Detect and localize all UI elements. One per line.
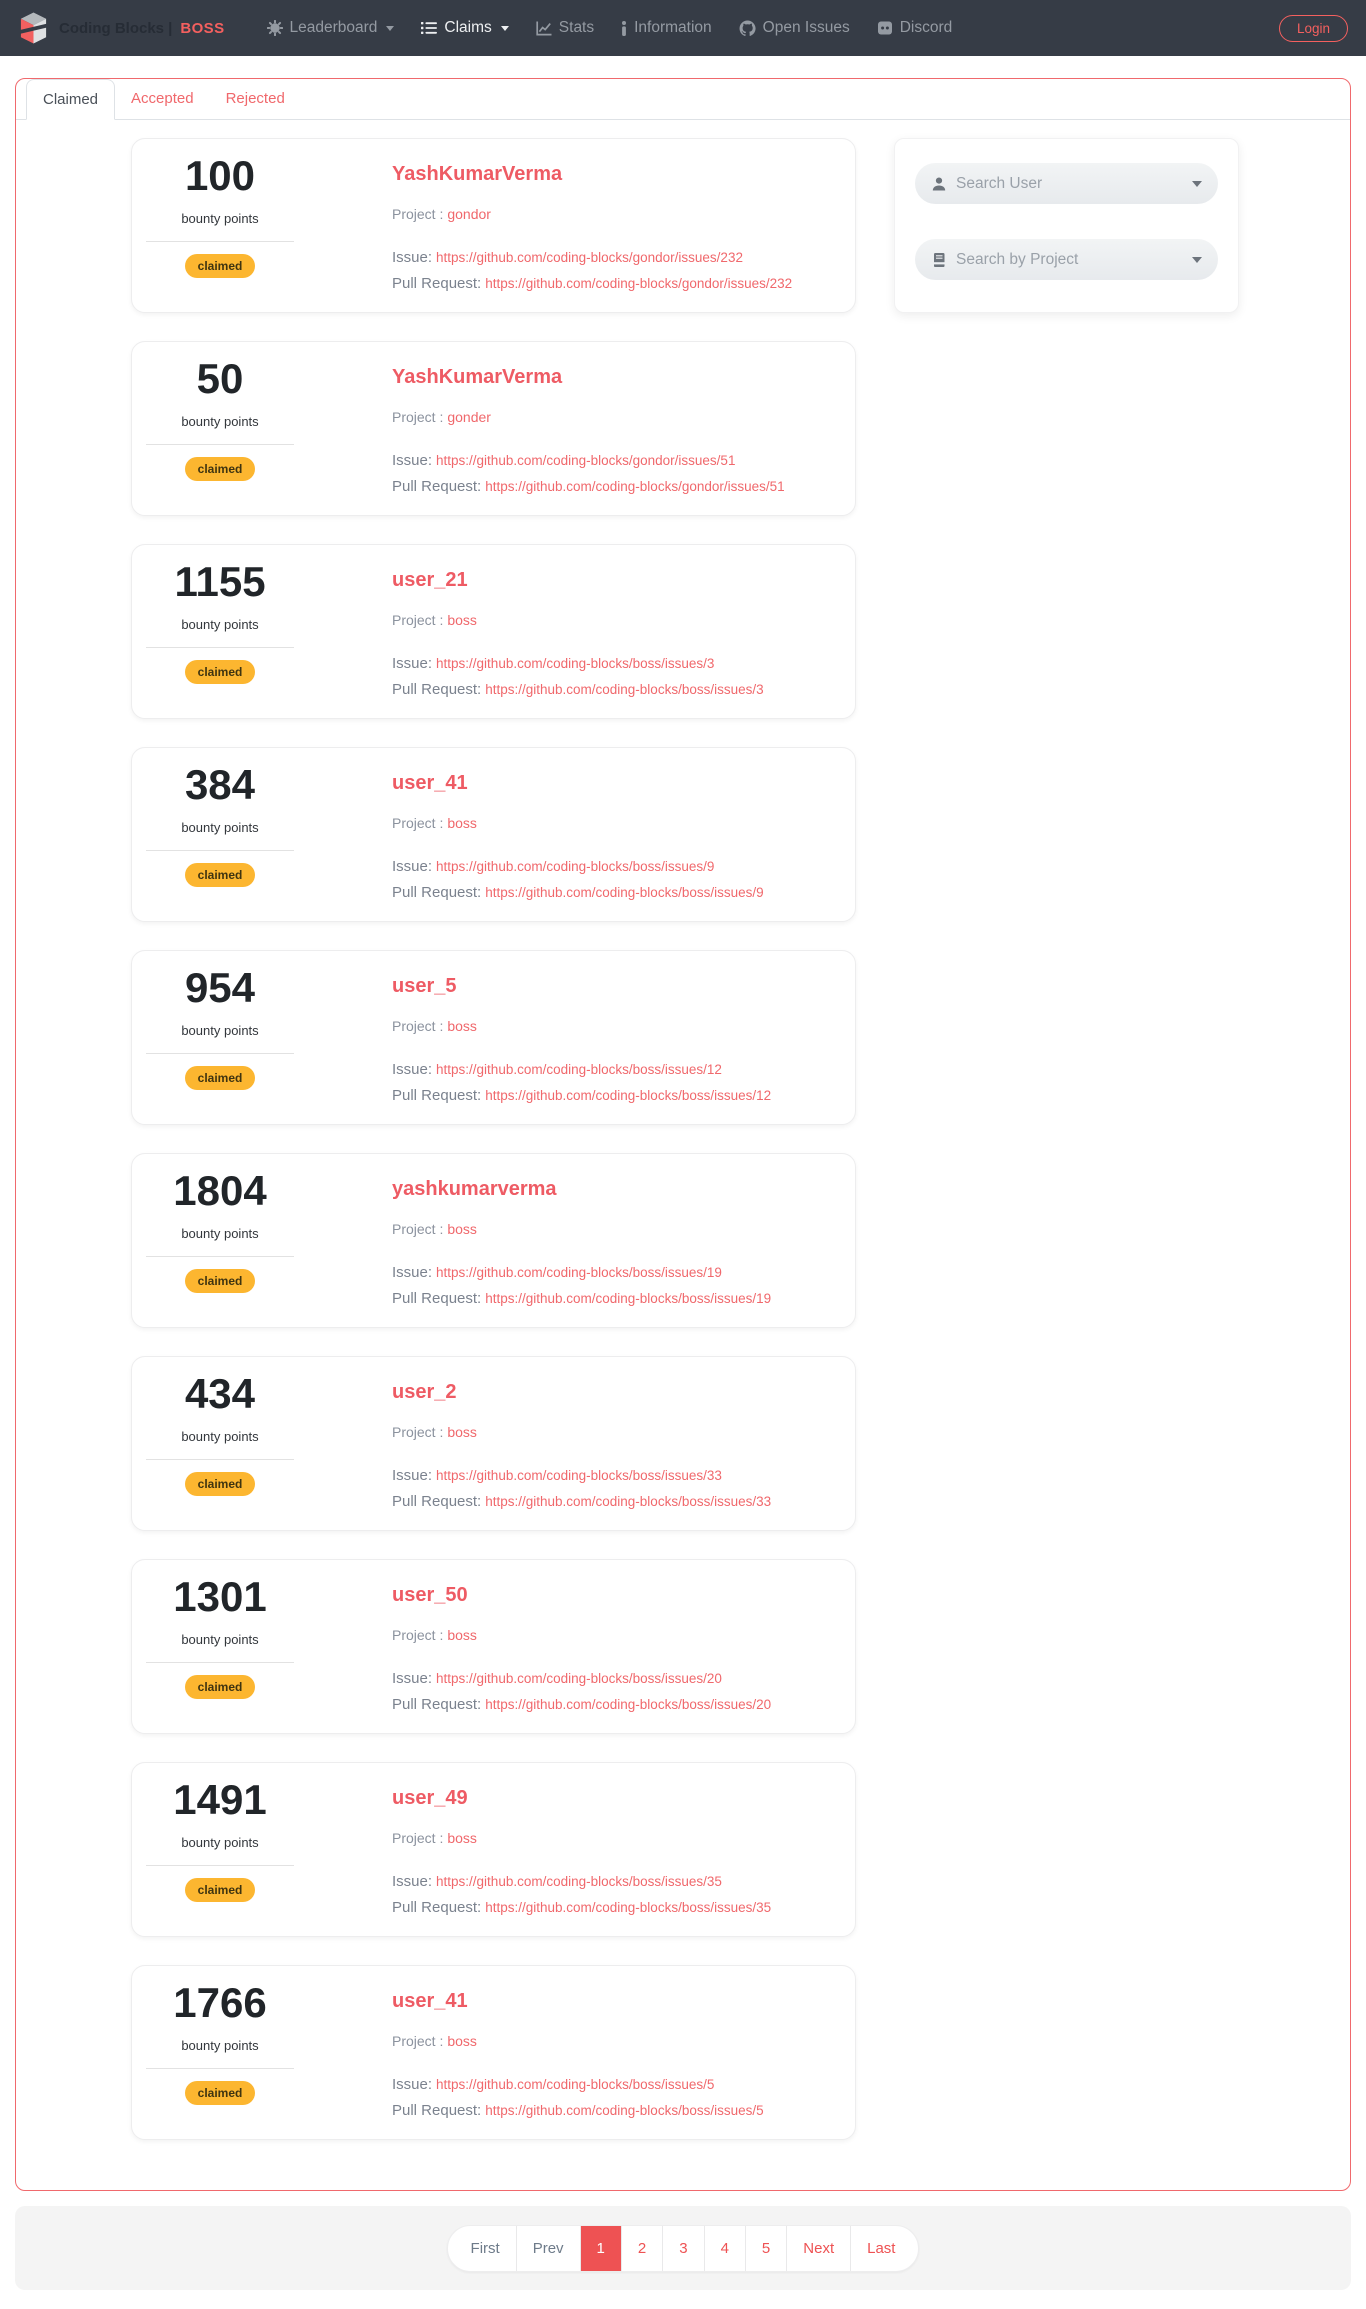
brand-name: BOSS [180, 19, 225, 37]
card-divider [146, 1053, 294, 1054]
issue-link[interactable]: https://github.com/coding-blocks/boss/issues/35 [436, 1874, 722, 1889]
claim-card [131, 1762, 856, 1937]
project-name: boss [447, 815, 477, 831]
card-divider [146, 850, 294, 851]
claim-card-details [392, 1763, 771, 1936]
project-name: gondor [447, 206, 491, 222]
claim-card-details [392, 1560, 771, 1733]
bounty-points-label: bounty points [181, 820, 259, 835]
issue-line [392, 1873, 771, 1890]
claim-username[interactable]: user_5 [392, 975, 457, 997]
project-line [392, 409, 785, 425]
sunburst-icon [267, 20, 283, 36]
issue-label: Issue: [392, 452, 433, 469]
pull-request-link[interactable]: https://github.com/coding-blocks/boss/issues/9 [485, 885, 764, 900]
issue-label: Issue: [392, 1061, 433, 1078]
project-label: Project : [392, 1424, 444, 1440]
pagination-item-last[interactable]: Last [867, 2239, 896, 2257]
status-badge: claimed [185, 1269, 256, 1293]
project-label: Project : [392, 409, 444, 425]
project-label: Project : [392, 206, 444, 222]
pull-request-link[interactable]: https://github.com/coding-blocks/gondor/issues/232 [485, 276, 793, 291]
issue-label: Issue: [392, 655, 433, 672]
bounty-points-value: 1155 [174, 558, 266, 605]
project-name: boss [447, 1424, 477, 1440]
pull-request-label: Pull Request: [392, 275, 482, 292]
login-button[interactable]: Login [1279, 15, 1348, 42]
project-name: boss [447, 1018, 477, 1034]
bounty-points-value: 1804 [173, 1167, 267, 1214]
card-divider [146, 647, 294, 648]
bounty-points-value: 1301 [173, 1573, 267, 1620]
nav-item-label: Claims [444, 19, 492, 36]
claim-card [131, 341, 856, 516]
bounty-points-value: 954 [184, 964, 256, 1011]
bounty-points-value: 100 [184, 152, 256, 199]
nav-item-information[interactable] [621, 19, 712, 37]
issue-line [392, 1467, 771, 1484]
pull-request-line [392, 681, 764, 698]
status-badge: claimed [185, 1066, 256, 1090]
project-label: Project : [392, 1018, 444, 1034]
issue-link[interactable]: https://github.com/coding-blocks/boss/issues/33 [436, 1468, 722, 1483]
bounty-points-value: 50 [196, 355, 244, 402]
project-line [392, 2033, 764, 2049]
brand[interactable] [18, 11, 225, 45]
caret-down-icon [501, 26, 509, 31]
issue-link[interactable]: https://github.com/coding-blocks/boss/issues/3 [436, 656, 715, 671]
claim-card [131, 1559, 856, 1734]
bounty-points-value: 434 [184, 1370, 256, 1417]
list-icon [421, 21, 437, 35]
nav-links [267, 19, 953, 37]
claim-card-left [145, 1966, 295, 2139]
claim-card-details [392, 342, 785, 515]
project-name: boss [447, 1627, 477, 1643]
bounty-points-label: bounty points [181, 2038, 259, 2053]
claim-card-left [145, 1560, 295, 1733]
pull-request-link[interactable]: https://github.com/coding-blocks/boss/issues/33 [485, 1494, 772, 1509]
project-line [392, 815, 764, 831]
pull-request-link[interactable]: https://github.com/coding-blocks/boss/issues/35 [485, 1900, 772, 1915]
nav-item-label: Stats [558, 19, 595, 36]
pull-request-label: Pull Request: [392, 1087, 482, 1104]
issue-link[interactable]: https://github.com/coding-blocks/boss/issues/12 [436, 1062, 722, 1077]
user-icon [931, 176, 947, 192]
pull-request-link[interactable]: https://github.com/coding-blocks/boss/issues/20 [485, 1697, 772, 1712]
coding-blocks-logo-icon [18, 11, 49, 45]
issue-label: Issue: [392, 1873, 433, 1890]
claim-card-left [145, 1357, 295, 1530]
issue-line [392, 1061, 771, 1078]
issue-link[interactable]: https://github.com/coding-blocks/boss/issues/20 [436, 1671, 722, 1686]
info-icon [621, 21, 627, 36]
pull-request-line [392, 1493, 771, 1510]
claim-username[interactable]: YashKumarVerma [392, 163, 563, 185]
navbar [0, 0, 1366, 56]
pagination-item-next[interactable]: Next [787, 2226, 851, 2271]
issue-link[interactable]: https://github.com/coding-blocks/boss/issues/5 [436, 2077, 715, 2092]
pull-request-line [392, 1696, 771, 1713]
claim-username[interactable]: user_21 [392, 569, 468, 591]
claims-list [131, 138, 856, 2168]
bounty-points-label: bounty points [181, 211, 259, 226]
project-line [392, 1221, 771, 1237]
status-badge: claimed [185, 457, 256, 481]
pagination-item-first[interactable]: First [448, 2226, 517, 2271]
pull-request-link[interactable]: https://github.com/coding-blocks/boss/issues/19 [485, 1291, 772, 1306]
pull-request-line [392, 1290, 771, 1307]
bounty-points-label: bounty points [181, 1632, 259, 1647]
pagination-item-prev[interactable]: Prev [517, 2226, 581, 2271]
pagination-item-5[interactable]: 5 [746, 2226, 787, 2271]
discord-icon [877, 20, 893, 36]
pull-request-line [392, 478, 785, 495]
bounty-points-label: bounty points [181, 617, 259, 632]
bounty-points-label: bounty points [181, 414, 259, 429]
bounty-points-value: 384 [184, 761, 256, 808]
claim-card-left [145, 748, 295, 921]
brand-prefix: Coding Blocks | [59, 19, 173, 37]
project-line [392, 1830, 771, 1846]
status-badge: claimed [185, 863, 256, 887]
claim-card-details [392, 1357, 771, 1530]
claim-card-details [392, 748, 764, 921]
nav-item-label: Information [634, 19, 712, 36]
claim-card [131, 544, 856, 719]
nav-item-label: Leaderboard [289, 19, 378, 36]
claim-card-left [145, 1763, 295, 1936]
tab-rejected[interactable]: Rejected [225, 90, 285, 107]
issue-label: Issue: [392, 1264, 433, 1281]
issue-line [392, 655, 764, 672]
search-user-placeholder: Search User [956, 174, 1043, 192]
caret-down-icon [1192, 181, 1202, 187]
issue-line [392, 1670, 771, 1687]
claim-username[interactable]: yashkumarverma [392, 1178, 557, 1200]
claim-card [131, 1153, 856, 1328]
status-badge: claimed [185, 254, 256, 278]
claim-card-details [392, 951, 771, 1124]
claim-card-left [145, 1154, 295, 1327]
caret-down-icon [1192, 257, 1202, 263]
claim-card-left [145, 951, 295, 1124]
footer-strip [15, 2206, 1351, 2290]
project-line [392, 1627, 771, 1643]
status-badge: claimed [185, 2081, 256, 2105]
nav-item-discord[interactable] [877, 19, 953, 37]
status-badge: claimed [185, 1472, 256, 1496]
bounty-points-label: bounty points [181, 1429, 259, 1444]
claim-username[interactable]: user_41 [392, 772, 468, 794]
pull-request-link[interactable]: https://github.com/coding-blocks/boss/issues/3 [485, 682, 764, 697]
pull-request-label: Pull Request: [392, 1696, 482, 1713]
project-label: Project : [392, 1221, 444, 1237]
pagination-item-1[interactable]: 1 [581, 2226, 622, 2271]
project-name: gonder [447, 409, 491, 425]
issue-link[interactable]: https://github.com/coding-blocks/gondor/issues/51 [436, 453, 736, 468]
claim-card [131, 747, 856, 922]
bounty-points-value: 1491 [173, 1776, 267, 1823]
pagination [447, 2225, 920, 2272]
issue-label: Issue: [392, 249, 433, 266]
claim-card-details [392, 1966, 764, 2139]
issue-line [392, 1264, 771, 1281]
search-panel [894, 138, 1239, 313]
issue-label: Issue: [392, 1467, 433, 1484]
nav-item-stats[interactable] [536, 19, 594, 37]
card-divider [146, 1459, 294, 1460]
pull-request-line [392, 884, 764, 901]
bounty-points-label: bounty points [181, 1023, 259, 1038]
project-name: boss [447, 2033, 477, 2049]
claim-card [131, 1356, 856, 1531]
claim-username[interactable]: user_41 [392, 1990, 468, 2012]
nav-item-label: Discord [899, 19, 953, 36]
card-divider [146, 1256, 294, 1257]
project-line [392, 206, 792, 222]
status-badge: claimed [185, 1675, 256, 1699]
tab-claimed[interactable]: Claimed [26, 79, 115, 120]
issue-label: Issue: [392, 858, 433, 875]
issue-line [392, 452, 785, 469]
issue-label: Issue: [392, 2076, 433, 2093]
project-label: Project : [392, 1830, 444, 1846]
card-divider [146, 2068, 294, 2069]
pull-request-line [392, 275, 792, 292]
claim-card-details [392, 1154, 771, 1327]
issue-line [392, 249, 792, 266]
pagination-item-3[interactable]: 3 [663, 2226, 704, 2271]
pull-request-label: Pull Request: [392, 1899, 482, 1916]
status-badge: claimed [185, 660, 256, 684]
issue-link[interactable]: https://github.com/coding-blocks/boss/issues/9 [436, 859, 715, 874]
pull-request-line [392, 1899, 771, 1916]
claim-card [131, 950, 856, 1125]
pull-request-label: Pull Request: [392, 478, 482, 495]
claim-username[interactable]: user_50 [392, 1584, 468, 1606]
claim-username[interactable]: user_2 [392, 1381, 457, 1403]
chart-line-icon [536, 21, 552, 36]
tab-accepted[interactable]: Accepted [131, 90, 194, 107]
project-label: Project : [392, 1627, 444, 1643]
card-divider [146, 444, 294, 445]
nav-item-label: Open Issues [762, 19, 850, 36]
book-icon [931, 252, 947, 268]
pull-request-link[interactable]: https://github.com/coding-blocks/boss/issues/5 [485, 2103, 764, 2118]
issue-line [392, 2076, 764, 2093]
claim-card-left [145, 545, 295, 718]
project-name: boss [447, 612, 477, 628]
bounty-points-label: bounty points [181, 1835, 259, 1850]
claims-panel [15, 78, 1351, 2191]
search-project-select[interactable] [915, 239, 1218, 280]
pull-request-line [392, 1087, 771, 1104]
pagination-item-4[interactable]: 4 [705, 2226, 746, 2271]
issue-link[interactable]: https://github.com/coding-blocks/gondor/issues/232 [436, 250, 743, 265]
pull-request-link[interactable]: https://github.com/coding-blocks/boss/issues/12 [485, 1088, 772, 1103]
nav-item-open-issues[interactable] [739, 19, 850, 37]
claim-username[interactable]: user_49 [392, 1787, 468, 1809]
claim-card [131, 1965, 856, 2140]
pull-request-label: Pull Request: [392, 1290, 482, 1307]
project-label: Project : [392, 2033, 444, 2049]
card-divider [146, 1865, 294, 1866]
project-line [392, 612, 764, 628]
issue-label: Issue: [392, 1670, 433, 1687]
pagination-item-2[interactable]: 2 [622, 2226, 663, 2271]
status-badge: claimed [185, 1878, 256, 1902]
bounty-points-label: bounty points [181, 1226, 259, 1241]
project-label: Project : [392, 815, 444, 831]
claim-username[interactable]: YashKumarVerma [392, 366, 563, 388]
bounty-points-value: 1766 [173, 1979, 267, 2026]
caret-down-icon [386, 26, 394, 31]
card-divider [146, 1662, 294, 1663]
claim-card-details [392, 139, 792, 312]
project-label: Project : [392, 612, 444, 628]
issue-link[interactable]: https://github.com/coding-blocks/boss/issues/19 [436, 1265, 722, 1280]
project-line [392, 1424, 771, 1440]
search-user-select[interactable] [915, 163, 1218, 204]
pull-request-label: Pull Request: [392, 884, 482, 901]
claim-card-details [392, 545, 764, 718]
claim-card-left [145, 139, 295, 312]
card-divider [146, 241, 294, 242]
pull-request-label: Pull Request: [392, 681, 482, 698]
github-icon [739, 20, 756, 37]
claims-tabs [16, 79, 1350, 120]
pull-request-label: Pull Request: [392, 1493, 482, 1510]
project-name: boss [447, 1221, 477, 1237]
pull-request-label: Pull Request: [392, 2102, 482, 2119]
nav-item-claims[interactable] [421, 19, 508, 37]
nav-item-leaderboard[interactable] [267, 19, 395, 37]
search-project-placeholder: Search by Project [956, 250, 1079, 268]
claim-card-left [145, 342, 295, 515]
project-name: boss [447, 1830, 477, 1846]
issue-line [392, 858, 764, 875]
claim-card [131, 138, 856, 313]
project-line [392, 1018, 771, 1034]
pull-request-line [392, 2102, 764, 2119]
pull-request-link[interactable]: https://github.com/coding-blocks/gondor/issues/51 [485, 479, 785, 494]
